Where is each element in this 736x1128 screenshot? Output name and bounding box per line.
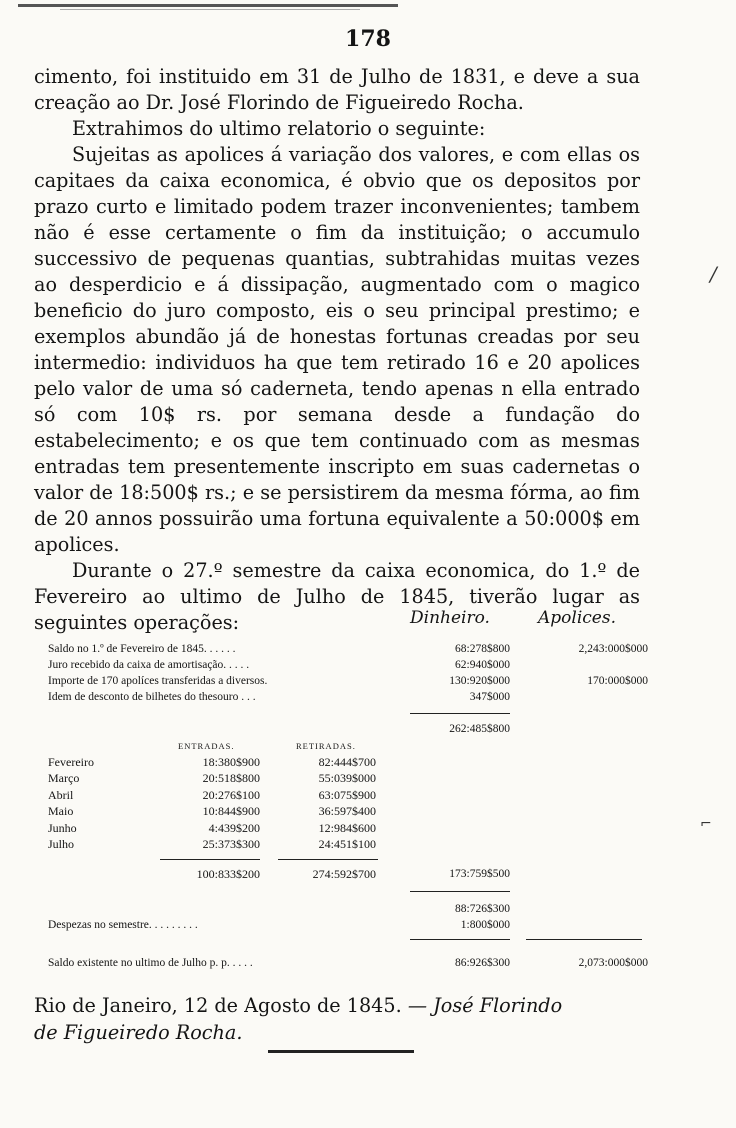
sum-rule [526, 939, 642, 940]
month-label: Abril [48, 788, 74, 802]
row-dinheiro: 347$000 [469, 691, 510, 703]
despezas-label: Despezas no semestre. . . . . . . . . [48, 919, 198, 931]
sum-rule [410, 939, 510, 940]
total-retiradas: 274:592$700 [312, 867, 376, 881]
month-retiradas: 55:039$000 [318, 771, 376, 785]
row-label: Importe de 170 apolíces transferidas a diversos. [48, 675, 268, 687]
row-dinheiro: 62:940$000 [455, 659, 510, 671]
row-label: Juro recebido da caixa de amortisação. . . . . [48, 659, 250, 671]
month-label: Fevereiro [48, 755, 94, 769]
month-retiradas: 63:075$900 [318, 788, 376, 802]
difference-row [48, 866, 648, 883]
despezas-value: 1:800$000 [460, 919, 510, 931]
sum-rule [160, 859, 260, 860]
month-entradas: 18:380$900 [202, 755, 260, 769]
paragraph-continuation: cimento, foi instituido em 31 de Julho de 1831, e deve a sua creação ao Dr. José Florindo de Figueiredo Rocha. [34, 65, 640, 114]
sum-rule [410, 713, 510, 714]
closing-place-date: Rio de Janeiro, 12 de Agosto de 1845. [34, 994, 402, 1017]
month-retiradas: 12:984$600 [318, 821, 376, 835]
table-row [48, 689, 648, 706]
difference-dinheiro: 173:759$500 [449, 868, 510, 880]
table-row [48, 673, 648, 690]
page-number: 178 [345, 26, 391, 52]
top-rule-faint [60, 9, 360, 10]
table-row [48, 657, 648, 674]
month-label: Junho [48, 821, 77, 835]
header-apolices: Apolices. [538, 608, 616, 628]
month-label: Maio [48, 804, 74, 818]
saldo-apolices: 2,073:000$000 [578, 957, 648, 969]
month-row [48, 836, 648, 852]
margin-mark: ⌐ [700, 816, 712, 832]
closing-signature-1: — José Florindo [407, 994, 563, 1017]
paragraph-report: Sujeitas as apolices á variação dos valores, e com ellas os capitaes da caixa economica, é obvio que os depositos por prazo curto e limitado podem trazer inconvenientes; tambem não é esse certamente o fim da instituição; o accumulo successivo de pequenas quantias, subtrahidas muitas vezes ao desperdicio e á dissipação, augmentado com o magico beneficio do juro composto, eis o seu principal prestimo; e exemplos abundão já de honestas fortunas creadas por seu intermedio: individuos ha que tem retirado 16 e 20 apolices pelo valor de uma só caderneta, tendo apenas n ella entrado só com 10$ rs. por semana desde a fundação do estabelecimento; e os que tem continuado com as mesmas entradas tem presentemente inscripto em suas cadernetas o valor de 18:500$ rs.; e se persistirem da mesma fórma, ao fim de 20 annos possuirão uma fortuna equivalente a 50:000$ em apolices. [34, 143, 640, 556]
body-text [34, 64, 640, 636]
closing-block [34, 992, 674, 1046]
header-retiradas: RETIRADAS. [296, 741, 356, 751]
saldo-dinheiro: 86:926$300 [455, 957, 510, 969]
subtotal-row [48, 721, 648, 738]
balance-dinheiro: 88:726$300 [455, 903, 510, 915]
row-label: Saldo no 1.º de Fevereiro de 1845. . . . . . [48, 643, 236, 655]
paragraph-intro: Extrahimos do ultimo relatorio o seguinte: [72, 117, 486, 140]
sum-rule [278, 859, 378, 860]
margin-mark: / [710, 262, 717, 286]
saldo-label: Saldo existente no ultimo de Julho p. p. . . . . [48, 957, 253, 969]
top-rule [18, 4, 398, 7]
month-label: Março [48, 771, 80, 785]
month-retiradas: 24:451$100 [318, 837, 376, 851]
row-apolices: 170:000$000 [587, 675, 648, 687]
month-row [48, 787, 648, 803]
month-retiradas: 82:444$700 [318, 755, 376, 769]
month-entradas: 4:439$200 [208, 821, 260, 835]
header-dinheiro: Dinheiro. [410, 608, 490, 628]
row-dinheiro: 130:920$000 [449, 675, 510, 687]
end-rule [268, 1050, 414, 1053]
closing-signature-2: de Figueiredo Rocha. [34, 1021, 243, 1044]
month-label: Julho [48, 837, 75, 851]
table-row [48, 641, 648, 658]
month-entradas: 20:276$100 [202, 788, 260, 802]
month-entradas: 10:844$900 [202, 804, 260, 818]
subtotal-dinheiro: 262:485$800 [449, 723, 510, 735]
row-dinheiro: 68:278$800 [455, 643, 510, 655]
despezas-row [48, 917, 648, 934]
balance-row [48, 901, 648, 918]
month-row [48, 803, 648, 819]
row-apolices: 2,243:000$000 [578, 643, 648, 655]
sum-rule [410, 891, 510, 892]
month-entradas: 20:518$800 [202, 771, 260, 785]
paragraph-operations: Durante o 27.º semestre da caixa economica, do 1.º de Fevereiro ao ultimo de Julho de 1845, tiverão lugar as seguintes operações: [34, 559, 640, 634]
month-row [48, 754, 648, 770]
header-entradas: ENTRADAS. [178, 741, 235, 751]
total-entradas: 100:833$200 [196, 867, 260, 881]
month-retiradas: 36:597$400 [318, 804, 376, 818]
month-row [48, 770, 648, 786]
saldo-row [48, 955, 648, 972]
row-label: Idem de desconto de bilhetes do thesouro . . . [48, 691, 256, 703]
month-entradas: 25:373$300 [202, 837, 260, 851]
month-row [48, 820, 648, 836]
